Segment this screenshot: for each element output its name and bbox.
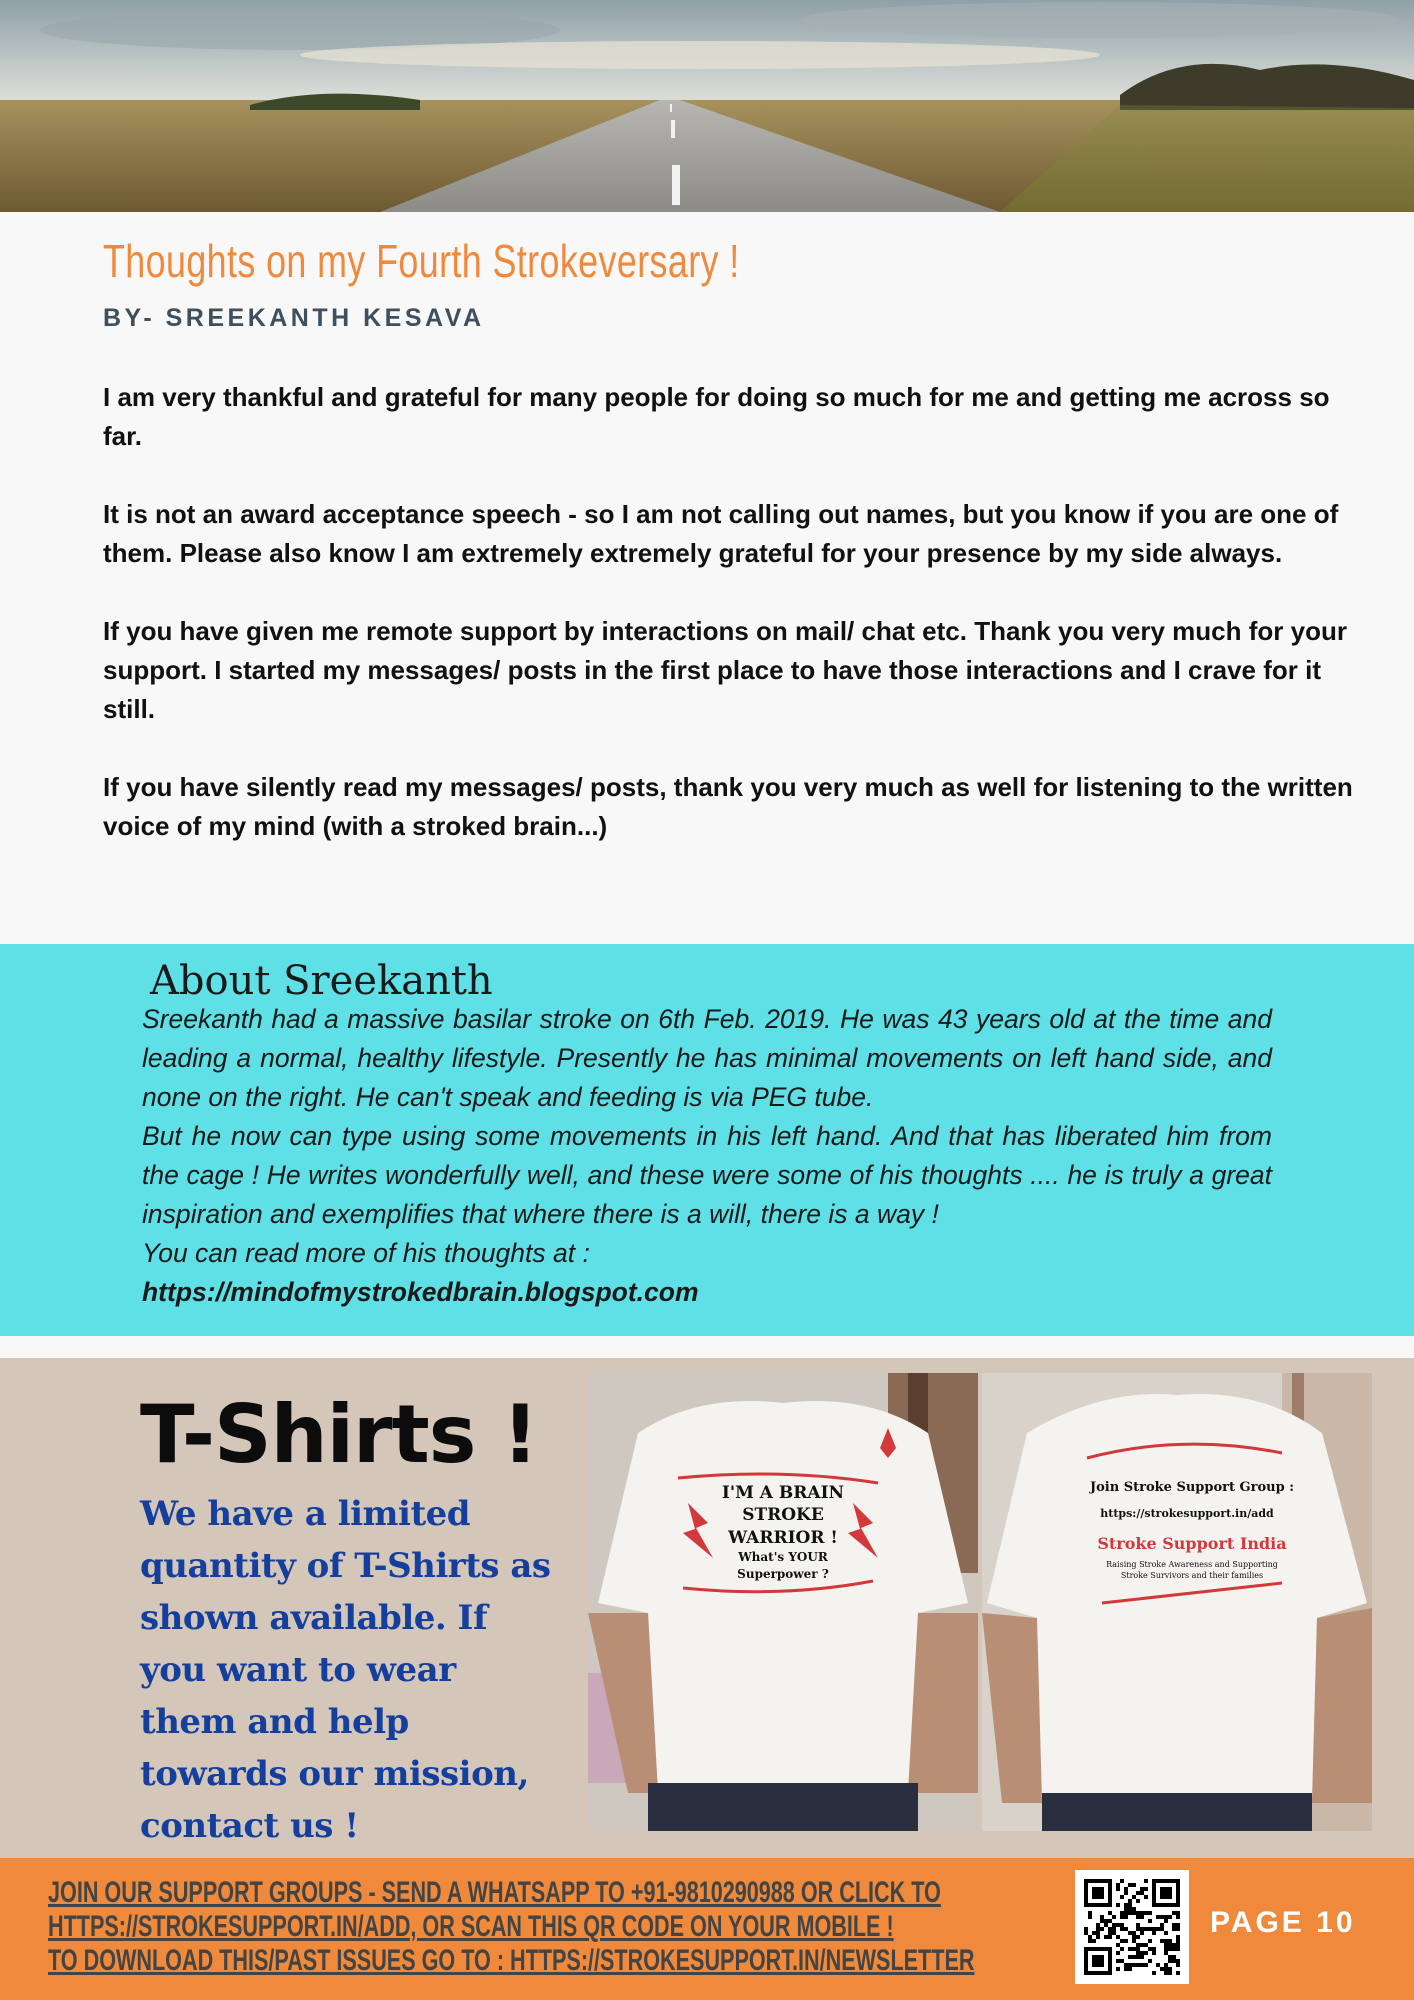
qr-code[interactable] <box>1075 1870 1189 1984</box>
back-shirt-url: https://strokesupport.in/add <box>1100 1507 1274 1520</box>
about-title: About Sreekanth <box>150 958 493 1004</box>
footer-support-link[interactable]: JOIN OUR SUPPORT GROUPS - SEND A WHATSAPP TO +91-9810290988 OR CLICK TO <box>48 1876 941 1909</box>
back-shirt-tagline: Raising Stroke Awareness and Supporting <box>1106 1560 1278 1569</box>
article-paragraph: If you have given me remote support by interactions on mail/ chat etc. Thank you very much for your support. I started my messages/ posts in the first place to have those interactions and I crave for it still. <box>103 616 1347 724</box>
back-shirt-tagline: Stroke Survivors and their families <box>1120 1571 1264 1580</box>
page-number: PAGE 10 <box>1210 1906 1356 1939</box>
article-paragraph: I am very thankful and grateful for many people for doing so much for me and getting me across so far. <box>103 382 1330 451</box>
footer-newsletter-link[interactable]: TO DOWNLOAD THIS/PAST ISSUES GO TO : HTTPS://STROKESUPPORT.IN/NEWSLETTER <box>48 1944 975 1977</box>
article-paragraph: If you have silently read my messages/ posts, thank you very much as well for listening to the written voice of my mind (with a stroked brain...) <box>103 772 1353 841</box>
article-title: Thoughts on my Fourth Strokeversary ! <box>103 235 740 287</box>
tshirts-description: We have a limited quantity of T-Shirts as shown available. If you want to wear them and help towards our mission, contact us ! <box>140 1494 551 1846</box>
footer-bar <box>0 1858 1414 2000</box>
back-shirt-join: Join Stroke Support Group : <box>1089 1480 1295 1495</box>
about-paragraph: Sreekanth had a massive basilar stroke on 6th Feb. 2019. He was 43 years old at the time and leading a normal, healthy lifestyle. Presently he has minimal movements on left hand side, and none on the right. He can't speak and feeding is via PEG tube. <box>142 1004 1272 1112</box>
about-body <box>142 1000 1272 1312</box>
about-paragraph: But he now can type using some movements in his left hand. And that has liberated him from the cage ! He writes wonderfully well, and these were some of his thoughts .... he is truly a great inspiration and exemplifies that where there is a will, there is a way ! <box>142 1121 1272 1229</box>
front-shirt-line: What's YOUR <box>738 1550 828 1564</box>
article-section <box>0 212 1414 944</box>
article-byline: BY- SREEKANTH KESAVA <box>103 304 485 332</box>
front-shirt-line: WARRIOR ! <box>728 1528 838 1548</box>
article-body <box>103 378 1363 885</box>
footer-add-link[interactable]: HTTPS://STROKESUPPORT.IN/ADD, OR SCAN THIS QR CODE ON YOUR MOBILE ! <box>48 1910 894 1943</box>
tshirts-title: T-Shirts ! <box>140 1388 538 1481</box>
about-paragraph: You can read more of his thoughts at : <box>142 1238 590 1268</box>
front-shirt-line: STROKE <box>742 1505 824 1525</box>
article-paragraph: It is not an award acceptance speech - so I am not calling out names, but you know if you are one of them. Please also know I am extremely extremely grateful for your presence by my side always. <box>103 499 1339 568</box>
qr-code-icon <box>1084 1879 1180 1975</box>
about-section <box>0 944 1414 1336</box>
front-shirt-line: I'M A BRAIN <box>721 1483 845 1503</box>
back-shirt-brand: Stroke Support India <box>1097 1534 1287 1553</box>
tshirt-front-photo <box>588 1373 978 1831</box>
header-road-image <box>0 0 1414 212</box>
tshirt-back-photo <box>982 1373 1372 1831</box>
footer-links <box>48 1876 1088 1978</box>
blog-link[interactable]: https://mindofmystrokedbrain.blogspot.com <box>142 1277 699 1307</box>
front-shirt-line: Superpower ? <box>737 1567 829 1581</box>
tshirts-section <box>0 1358 1414 1858</box>
